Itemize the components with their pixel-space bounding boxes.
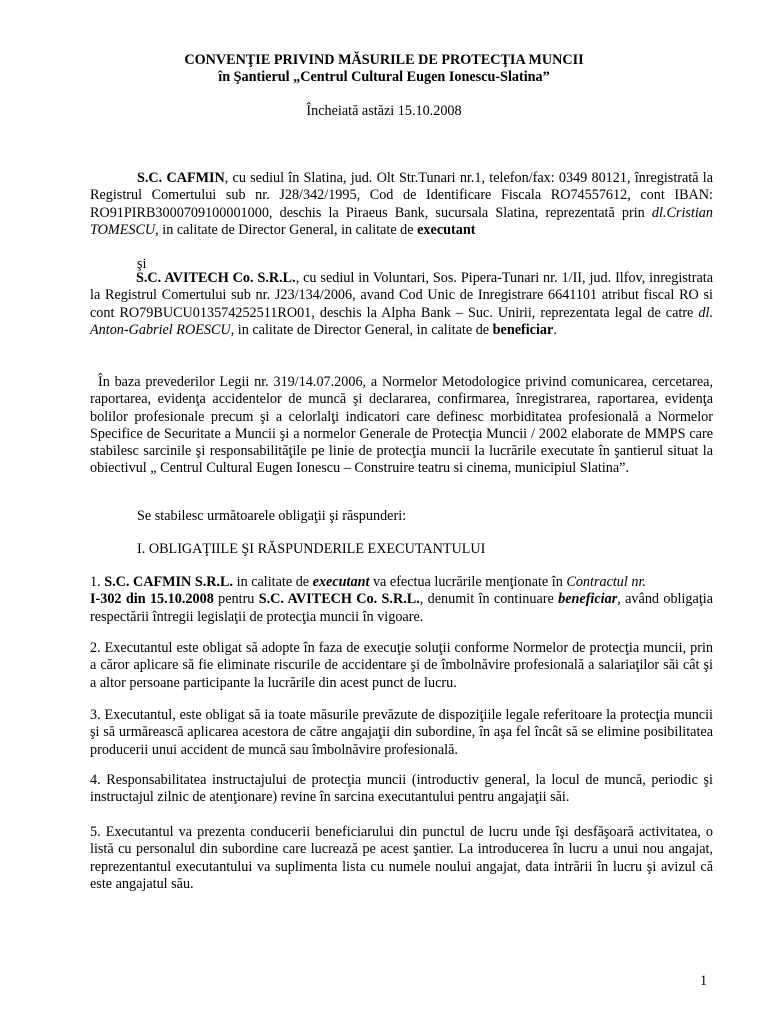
section-title: I. OBLIGAŢIILE ŞI RĂSPUNDERILE EXECUTANTULUI [137,541,486,557]
page-number: 1 [700,973,708,989]
party2-name: S.C. AVITECH Co. S.R.L. [136,270,296,286]
establish-line: Se stabilesc următoarele obligaţii şi răspunderi: [137,508,407,524]
party2-role: , in calitate de Director General, in calitate de [230,321,493,338]
party2-details: , cu sediul in Voluntari, Sos. Pipera-Tunari nr. 1/II, jud. Ilfov, inregistrata la Registrul Comertului sub nr. J23/134/2006, avand Cod Unic de Inregistrare 6641101 atribut fiscal RO si cont RO79BUCU013574252511RO01, deschis la Alpha Bank – Suc. Unirii, reprezentata legal de catre [90,270,713,321]
obligation-item-3: 3. Executantul, este obligat să ia toate măsurile prevăzute de dispoziţiile legale referitoare la protecţia muncii şi să urmărească aplicarea acestora de către angajaţii din subordine, în aşa fel încât să se elimine posibilitatea producerii unui accident de muncă sau îmbolnăvire profesională. [90,707,713,758]
item1-beneficiar-name: S.C. AVITECH Co. S.R.L. [258,591,420,608]
obligation-item-4: 4. Responsabilitatea instructajului de protecţia muncii (introductiv general, la locul de muncă, periodic şi instructajul zilnic de atenţionare) revine în sarcina executantului pentru angajaţii săi. [90,772,713,806]
party1-role: , in calitate de Director General, in calitate de [155,221,418,238]
obligation-item-5: 5. Executantul va prezenta conducerii beneficiarului din punctul de lucru unde îşi desfăşoară activitatea, o listă cu personalul din subordine care lucrează pe acest şantier. La introducerea în lucru a unui nou angajat, reprezentantul executantului va suplimenta lista cu numele noului angajat, data intrării în lucru şi avizul că este angajatul său. [90,824,713,892]
item1-quality-executant: executant [312,574,370,590]
item1-contract-label: Contractul nr. [566,574,646,590]
party1-details: , cu sediul în Slatina, jud. Olt Str.Tunari nr.1, telefon/fax: 0349 80121, înregistrată la Registrul Comertului sub nr. J28/342/1995, Cod de Identificare Fiscala RO74557612, cont IBAN: RO91PIRB3000709100001000, deschis la Piraeus Bank, sucursala Slatina, reprezentată prin [90,170,713,221]
party2-quality: beneficiar [492,321,554,338]
item1-executant-name: S.C. CAFMIN S.R.L. [104,574,234,590]
party1-representative: dl.Cristian TOMESCU [90,204,713,238]
item1-quality-beneficiar: beneficiar [558,591,618,608]
document-title: CONVENŢIE PRIVIND MĂSURILE DE PROTECŢIA MUNCII [184,52,584,68]
date-line: Încheiată astăzi 15.10.2008 [306,103,462,119]
legal-basis-paragraph: În baza prevederilor Legii nr. 319/14.07.2006, a Normelor Metodologice privind comunicarea, cercetarea, raportarea, evidenţa accidentelor de muncă şi declararea, confirmarea, înregistrarea, raportarea, evidenţa bolilor profesionale precum şi a celorlalţi indicatori care definesc morbiditatea profesională a Normelor Specifice de Securitate a Muncii şi a normelor Generale de Protecţia Muncii / 2002 elaborate de MMPS care stabilesc sarcinile şi responsabilităţile pe linie de protecţia muncii la lucrările executate în şantierul situat la obiectivul „ Centrul Cultural Eugen Ionescu – Construire teatru si cinema, municipiul Slatina”. [90,374,713,477]
party2-end: . [553,321,557,338]
party-beneficiar [90,270,713,339]
obligation-item-1: 1. S.C. CAFMIN S.R.L. in calitate de executant va efectua lucrările menţionate în Contractul nr. I-302 din 15.10.2008 pentru S.C. AVITECH Co. S.R.L., denumit în continuare beneficiar, având obligaţia respectării întregii legislaţii de protecţia muncii în vigoare. [90,574,713,625]
party-executant [90,170,713,239]
item1-contract-number: I-302 din 15.10.2008 [90,591,214,608]
party1-quality: executant [417,221,476,238]
document-subtitle: în Şantierul „Centrul Cultural Eugen Ionescu-Slatina” [218,69,550,85]
party2-representative: dl. Anton-Gabriel ROESCU [90,304,713,338]
conjunction-and: şi [137,256,147,272]
party1-name: S.C. CAFMIN [137,170,225,186]
obligation-item-2: 2. Executantul este obligat să adopte în faza de execuţie soluţii conforme Normelor de protecţia muncii, prin a căror aplicare să fie eliminate riscurile de accidentare şi de îmbolnăvire profesională a salariaţilor săi cât şi a altor persoane participante la lucrările din acest punct de lucru. [90,640,713,691]
